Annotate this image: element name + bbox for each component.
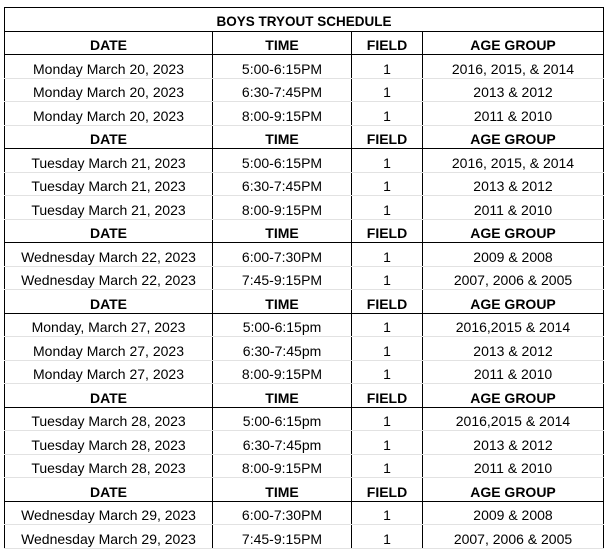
time-cell: 6:30-7:45PM bbox=[213, 172, 352, 196]
schedule-body bbox=[5, 8, 604, 549]
field-cell: 1 bbox=[352, 149, 423, 173]
column-header-field: FIELD bbox=[352, 219, 423, 243]
field-cell: 1 bbox=[352, 266, 423, 290]
age-group-cell: 2011 & 2010 bbox=[423, 454, 604, 478]
time-cell: 8:00-9:15PM bbox=[213, 196, 352, 220]
column-header-time: TIME bbox=[213, 384, 352, 408]
field-cell: 1 bbox=[352, 78, 423, 102]
table-row bbox=[5, 501, 604, 525]
column-header-date: DATE bbox=[5, 384, 213, 408]
field-cell: 1 bbox=[352, 337, 423, 361]
field-cell: 1 bbox=[352, 525, 423, 549]
age-group-cell: 2009 & 2008 bbox=[423, 243, 604, 267]
column-header-field: FIELD bbox=[352, 384, 423, 408]
header-row bbox=[5, 384, 604, 408]
age-group-cell: 2016,2015 & 2014 bbox=[423, 313, 604, 337]
column-header-field: FIELD bbox=[352, 290, 423, 314]
table-row bbox=[5, 196, 604, 220]
field-cell: 1 bbox=[352, 313, 423, 337]
table-row bbox=[5, 313, 604, 337]
column-header-field: FIELD bbox=[352, 31, 423, 55]
time-cell: 8:00-9:15PM bbox=[213, 102, 352, 126]
date-cell: Wednesday March 29, 2023 bbox=[5, 501, 213, 525]
time-cell: 6:30-7:45PM bbox=[213, 78, 352, 102]
date-cell: Tuesday March 28, 2023 bbox=[5, 431, 213, 455]
age-group-cell: 2007, 2006 & 2005 bbox=[423, 525, 604, 549]
field-cell: 1 bbox=[352, 501, 423, 525]
title-row bbox=[5, 8, 604, 32]
field-cell: 1 bbox=[352, 431, 423, 455]
table-row bbox=[5, 266, 604, 290]
column-header-date: DATE bbox=[5, 219, 213, 243]
field-cell: 1 bbox=[352, 196, 423, 220]
column-header-date: DATE bbox=[5, 125, 213, 149]
column-header-age-group: AGE GROUP bbox=[423, 290, 604, 314]
date-cell: Monday, March 27, 2023 bbox=[5, 313, 213, 337]
column-header-age-group: AGE GROUP bbox=[423, 384, 604, 408]
date-cell: Monday March 20, 2023 bbox=[5, 55, 213, 79]
table-row bbox=[5, 360, 604, 384]
time-cell: 7:45-9:15PM bbox=[213, 266, 352, 290]
date-cell: Tuesday March 28, 2023 bbox=[5, 407, 213, 431]
age-group-cell: 2011 & 2010 bbox=[423, 196, 604, 220]
table-row bbox=[5, 525, 604, 549]
time-cell: 5:00-6:15PM bbox=[213, 55, 352, 79]
age-group-cell: 2013 & 2012 bbox=[423, 431, 604, 455]
table-row bbox=[5, 337, 604, 361]
date-cell: Tuesday March 21, 2023 bbox=[5, 196, 213, 220]
age-group-cell: 2011 & 2010 bbox=[423, 102, 604, 126]
column-header-field: FIELD bbox=[352, 478, 423, 502]
date-cell: Monday March 27, 2023 bbox=[5, 337, 213, 361]
header-row bbox=[5, 31, 604, 55]
table-row bbox=[5, 172, 604, 196]
field-cell: 1 bbox=[352, 102, 423, 126]
age-group-cell: 2013 & 2012 bbox=[423, 172, 604, 196]
time-cell: 5:00-6:15pm bbox=[213, 407, 352, 431]
table-row bbox=[5, 454, 604, 478]
column-header-time: TIME bbox=[213, 219, 352, 243]
column-header-age-group: AGE GROUP bbox=[423, 478, 604, 502]
header-row bbox=[5, 290, 604, 314]
field-cell: 1 bbox=[352, 243, 423, 267]
column-header-time: TIME bbox=[213, 31, 352, 55]
date-cell: Wednesday March 22, 2023 bbox=[5, 243, 213, 267]
table-row bbox=[5, 78, 604, 102]
date-cell: Wednesday March 22, 2023 bbox=[5, 266, 213, 290]
column-header-field: FIELD bbox=[352, 125, 423, 149]
time-cell: 5:00-6:15PM bbox=[213, 149, 352, 173]
date-cell: Monday March 20, 2023 bbox=[5, 78, 213, 102]
table-row bbox=[5, 55, 604, 79]
time-cell: 5:00-6:15pm bbox=[213, 313, 352, 337]
date-cell: Tuesday March 21, 2023 bbox=[5, 149, 213, 173]
table-row bbox=[5, 243, 604, 267]
time-cell: 6:00-7:30PM bbox=[213, 243, 352, 267]
column-header-age-group: AGE GROUP bbox=[423, 125, 604, 149]
date-cell: Wednesday March 29, 2023 bbox=[5, 525, 213, 549]
column-header-date: DATE bbox=[5, 290, 213, 314]
column-header-date: DATE bbox=[5, 31, 213, 55]
age-group-cell: 2016,2015 & 2014 bbox=[423, 407, 604, 431]
schedule-title: BOYS TRYOUT SCHEDULE bbox=[5, 8, 604, 32]
time-cell: 8:00-9:15PM bbox=[213, 360, 352, 384]
age-group-cell: 2016, 2015, & 2014 bbox=[423, 149, 604, 173]
date-cell: Tuesday March 21, 2023 bbox=[5, 172, 213, 196]
time-cell: 6:30-7:45pm bbox=[213, 337, 352, 361]
age-group-cell: 2013 & 2012 bbox=[423, 78, 604, 102]
column-header-time: TIME bbox=[213, 478, 352, 502]
column-header-time: TIME bbox=[213, 290, 352, 314]
time-cell: 6:00-7:30PM bbox=[213, 501, 352, 525]
field-cell: 1 bbox=[352, 55, 423, 79]
column-header-age-group: AGE GROUP bbox=[423, 219, 604, 243]
time-cell: 6:30-7:45pm bbox=[213, 431, 352, 455]
table-row bbox=[5, 102, 604, 126]
field-cell: 1 bbox=[352, 454, 423, 478]
date-cell: Monday March 27, 2023 bbox=[5, 360, 213, 384]
column-header-time: TIME bbox=[213, 125, 352, 149]
age-group-cell: 2013 & 2012 bbox=[423, 337, 604, 361]
table-row bbox=[5, 407, 604, 431]
time-cell: 7:45-9:15PM bbox=[213, 525, 352, 549]
age-group-cell: 2009 & 2008 bbox=[423, 501, 604, 525]
field-cell: 1 bbox=[352, 360, 423, 384]
date-cell: Monday March 20, 2023 bbox=[5, 102, 213, 126]
field-cell: 1 bbox=[352, 407, 423, 431]
field-cell: 1 bbox=[352, 172, 423, 196]
table-row bbox=[5, 431, 604, 455]
age-group-cell: 2007, 2006 & 2005 bbox=[423, 266, 604, 290]
column-header-age-group: AGE GROUP bbox=[423, 31, 604, 55]
time-cell: 8:00-9:15PM bbox=[213, 454, 352, 478]
column-header-date: DATE bbox=[5, 478, 213, 502]
header-row bbox=[5, 219, 604, 243]
age-group-cell: 2016, 2015, & 2014 bbox=[423, 55, 604, 79]
header-row bbox=[5, 478, 604, 502]
table-row bbox=[5, 149, 604, 173]
date-cell: Tuesday March 28, 2023 bbox=[5, 454, 213, 478]
header-row bbox=[5, 125, 604, 149]
tryout-schedule-table bbox=[4, 7, 604, 549]
age-group-cell: 2011 & 2010 bbox=[423, 360, 604, 384]
